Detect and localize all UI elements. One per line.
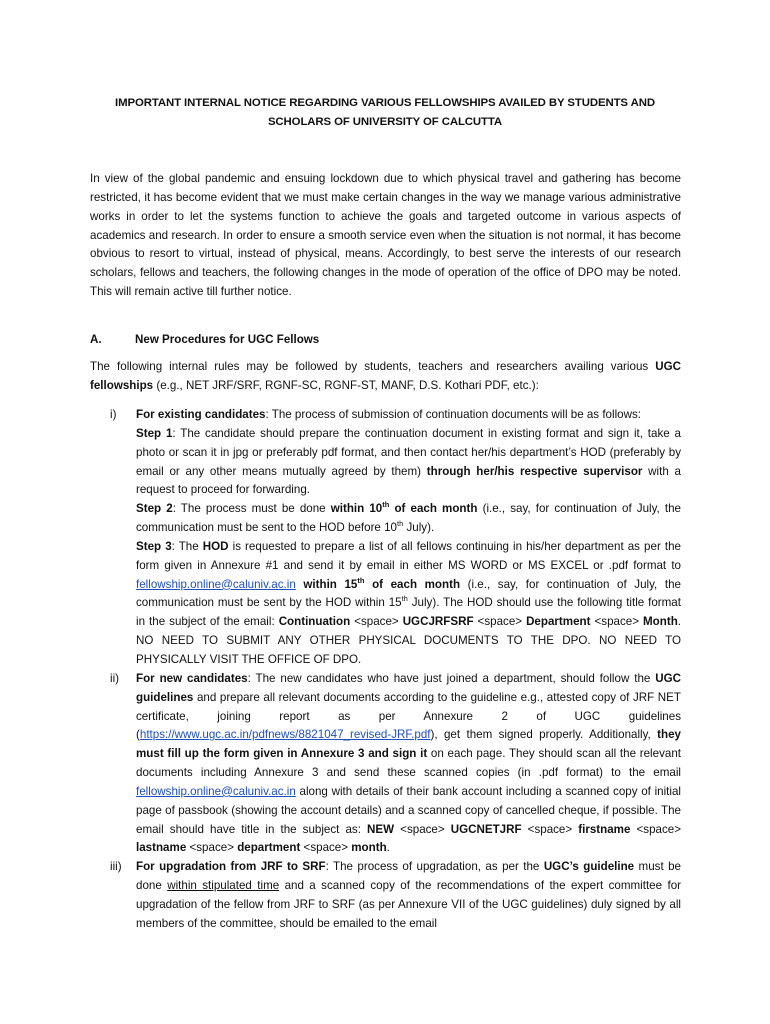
list-item-existing-candidates <box>90 406 681 670</box>
item1-step-1 <box>136 425 681 500</box>
step-2-text-c: July). <box>403 521 435 535</box>
procedure-list <box>90 406 681 934</box>
list-item-upgradation <box>90 858 681 933</box>
subject-space-2: <space> <box>473 615 527 629</box>
item3-underlined: within stipulated time <box>167 879 280 893</box>
subject-format-firstname: firstname <box>578 822 631 836</box>
subject-format-lastname: lastname <box>136 841 187 855</box>
subject-format-ugcnetjrf: UGCNETJRF <box>450 822 522 836</box>
intro-paragraph: In view of the global pandemic and ensuing lockdown due to which physical travel and gathering has become restricted, it has become evident that we must make certain changes in the way we manage various administrative works in order to let the systems function to achieve the goals and targeted outcome in various aspects of academics and research. In order to ensure a smooth service even when the situation is not normal, it has become obvious to resort to virtual, instead of physical, means. Accordingly, to best serve the interests of our research scholars, fellows and teachers, the following changes in the mode of operation of the office of DPO may be noted. This will remain active till further notice. <box>90 172 681 299</box>
item3-text-a: : The process of upgradation, as per the <box>325 860 544 874</box>
subject-space: <space> <box>630 822 681 836</box>
step-2-text: : The process must be done <box>172 502 331 516</box>
rules-intro-paragraph <box>90 358 681 396</box>
item3-text-c: and a scanned copy of the recommendations of the expert committee for upgradation of the fellow from JRF to SRF (as per Annexure VII of the UGC guidelines) duly signed by all members of the committee, should be emailed to the email <box>136 879 681 930</box>
subject-space: <space> <box>186 841 238 855</box>
list-item-new-candidates <box>90 670 681 858</box>
step-3-bold-a: within 15 <box>295 577 358 591</box>
step-3-hod: HOD <box>202 539 229 553</box>
step-1-label: Step 1 <box>136 426 173 440</box>
step-2-bold-a: within 10 <box>330 502 383 516</box>
item2-text-e: along with details of their bank account including a scanned copy of initial page of passbook (showing the account details) and a scanned copy of cancelled cheque, if possible. The email should have title in the subject as: <box>136 784 681 836</box>
item1-step-2 <box>136 500 681 538</box>
subject-space-3: <space> <box>590 615 644 629</box>
document-title <box>90 94 680 132</box>
subject-format-ugcjrfsrf: UGCJRFSRF <box>402 615 474 629</box>
step-1-end: with a request to proceed for forwarding. <box>136 464 681 497</box>
item1-step-3 <box>136 538 681 670</box>
section-a-title: New Procedures for UGC Fellows <box>135 333 320 346</box>
email-link-fellowship[interactable]: fellowship.online@caluniv.ac.in <box>136 784 296 798</box>
step-3-bold <box>295 575 461 591</box>
step-3-text: : The <box>171 539 203 553</box>
step-2-label: Step 2 <box>136 502 173 516</box>
subject-space: <space> <box>394 822 451 836</box>
item2-text-b: and prepare all relevant documents according to the guideline e.g., attested copy of JRF NET certificate, joining report as per Annexure 2 of UGC guidelines ( <box>136 690 681 742</box>
item1-heading-bold: For existing candidates <box>136 408 266 421</box>
subject-space-1: <space> <box>350 615 403 629</box>
step-2-text-b: (i.e., say, for continuation of July, the communication must be sent to the HOD before 10 <box>136 502 682 535</box>
subject-format-month: month <box>351 841 387 855</box>
step-2-sup-2: th <box>397 519 404 529</box>
step-2-sup: th <box>382 500 390 510</box>
step-3-label: Step 3 <box>136 539 172 553</box>
item2-bold-fill: they must fill up the form given in Annexure 3 and sign it <box>136 728 681 761</box>
rules-intro-text-2: (e.g., NET JRF/SRF, RGNF-SC, RGNF-ST, MANF, D.S. Kothari PDF, etc.): <box>153 378 539 392</box>
step-2-bold <box>331 502 478 515</box>
list-item-number: ii) <box>110 671 120 685</box>
item2-text-a: : The new candidates who have just joined a department, should follow the <box>247 671 656 685</box>
step-3-text-b: is requested to prepare a list of all fellows continuing in his/her department as per the form given in Annexure #1 and send it by email in either MS WORD or MS EXCEL or .pdf format to <box>136 539 681 572</box>
subject-space: <space> <box>300 841 352 855</box>
rules-intro-text: The following internal rules may be followed by students, teachers and researchers availing various <box>90 360 656 373</box>
section-a-heading <box>90 330 319 349</box>
item1-heading-text: : The process of submission of continuation documents will be as follows: <box>265 408 641 421</box>
title-line-2: SCHOLARS OF UNIVERSITY OF CALCUTTA <box>267 116 503 128</box>
list-item-number: i) <box>110 408 117 421</box>
item2-heading: For new candidates <box>136 671 248 685</box>
rules-intro-bold: UGC fellowships <box>90 360 681 392</box>
item2-end: . <box>386 841 390 855</box>
step-2-bold-b: of each month <box>389 502 478 516</box>
subject-format-month: Month <box>643 615 678 629</box>
item2-text-c: ), get them signed properly. Additionally, <box>430 728 658 742</box>
subject-format-continuation: Continuation <box>278 615 351 629</box>
step-3-sup-2: th <box>401 594 408 604</box>
item3-text-b: must be done <box>136 860 681 893</box>
section-a-label: A. <box>90 333 102 346</box>
email-link-fellowship[interactable]: fellowship.online@caluniv.ac.in <box>136 577 296 591</box>
item3-guideline: UGC’s guideline <box>543 860 635 874</box>
step-1-bold: through her/his respective supervisor <box>426 464 643 478</box>
title-line-1: IMPORTANT INTERNAL NOTICE REGARDING VARIOUS FELLOWSHIPS AVAILED BY STUDENTS AND <box>115 97 655 109</box>
step-3-sup: th <box>357 575 365 585</box>
ugc-guidelines-link[interactable]: https://www.ugc.ac.in/pdfnews/8821047_revised-JRF.pdf <box>139 728 431 742</box>
step-3-text-c: (i.e., say, for continuation of July, the communication must be sent by the HOD within 15 <box>136 577 681 610</box>
subject-format-department: department <box>237 841 301 855</box>
step-3-text-d: July). The HOD should use the following title format in the subject of the email: <box>136 596 681 629</box>
step-3-text-e: . NO NEED TO SUBMIT ANY OTHER PHYSICAL DOCUMENTS TO THE DPO. NO NEED TO PHYSICALLY VISIT THE OFFICE OF DPO. <box>136 615 682 666</box>
step-3-bold-b: of each month <box>364 577 461 591</box>
item2-text-d: on each page. They should scan all the relevant documents including Annexure 3 and send these scanned copies (in .pdf format) to the email <box>136 747 681 780</box>
subject-format-new: NEW <box>367 822 395 836</box>
subject-format-department: Department <box>526 615 591 629</box>
subject-space: <space> <box>521 822 579 836</box>
item1-heading <box>136 406 681 425</box>
step-1-text: : The candidate should prepare the continuation document in existing format and sign it, take a photo or scan it in jpg or preferably pdf format, and then contact her/his department’s HOD (preferably by email or any other means mutually agreed by them) <box>136 426 681 478</box>
item2-guidelines: UGC guidelines <box>136 671 682 704</box>
list-item-number: iii) <box>110 860 122 874</box>
item3-heading: For upgradation from JRF to SRF <box>136 860 326 874</box>
